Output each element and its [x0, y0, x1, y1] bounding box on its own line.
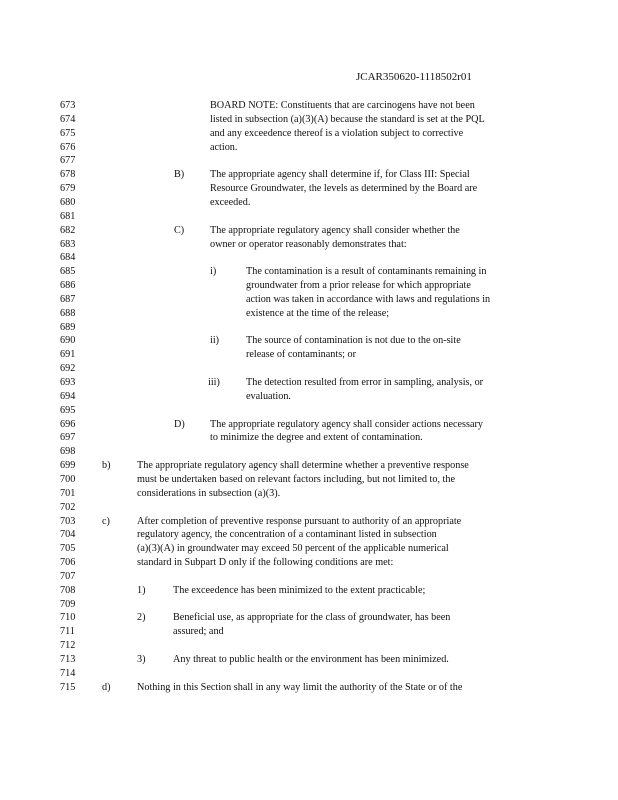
line-number: 684 [60, 252, 76, 264]
line-number: 706 [60, 557, 76, 569]
line-number: 705 [60, 543, 76, 555]
paragraph-line: groundwater from a prior release for which appropriate [246, 280, 471, 292]
subsection-label: C) [174, 224, 185, 236]
paragraph-line: and any exceedence thereof is a violation subject to corrective [210, 127, 464, 139]
subsection-label: ii) [210, 335, 220, 347]
paragraph-line: owner or operator reasonably demonstrates that: [210, 238, 407, 250]
line-number: 692 [60, 363, 76, 375]
line-number: 677 [60, 155, 76, 167]
line-number: 693 [60, 377, 76, 388]
subsection-label: 1) [137, 584, 146, 596]
paragraph-line: (a)(3)(A) in groundwater may exceed 50 percent of the applicable numerical [137, 543, 449, 555]
subsection-label: b) [102, 460, 111, 472]
line-number: 697 [60, 432, 76, 444]
line-number: 704 [60, 529, 76, 541]
paragraph-line: After completion of preventive response pursuant to authority of an appropriate [137, 515, 462, 527]
paragraph-line: action was taken in accordance with laws and regulations in [246, 293, 491, 305]
line-number: 680 [60, 196, 76, 208]
paragraph-line: standard in Subpart D only if the following conditions are met: [137, 557, 394, 569]
subsection-label: D) [174, 418, 185, 430]
line-number: 676 [60, 141, 76, 153]
paragraph-line: evaluation. [246, 390, 291, 402]
paragraph-line: Resource Groundwater, the levels as determined by the Board are [210, 183, 478, 195]
line-number: 709 [60, 598, 76, 610]
line-number: 708 [60, 584, 76, 596]
paragraph-line: The appropriate agency shall determine if, for Class III: Special [210, 169, 470, 181]
paragraph-line: The appropriate regulatory agency shall consider actions necessary [210, 418, 483, 430]
subsection-label: d) [102, 681, 111, 693]
paragraph-line: listed in subsection (a)(3)(A) because the standard is set at the PQL [210, 113, 485, 125]
paragraph-line: release of contaminants; or [246, 349, 357, 361]
line-number: 688 [60, 307, 76, 319]
paragraph-line: The contamination is a result of contaminants remaining in [246, 266, 487, 278]
paragraph-line: regulatory agency, the concentration of a contaminant listed in subsection [137, 529, 437, 541]
paragraph-line: The appropriate regulatory agency shall consider whether the [210, 224, 460, 236]
line-number: 678 [60, 169, 76, 181]
line-number: 679 [60, 183, 76, 195]
line-number: 682 [60, 224, 76, 236]
line-number: 690 [60, 335, 76, 347]
subsection-label: 3) [137, 654, 146, 665]
paragraph-line: The exceedence has been minimized to the extent practicable; [173, 584, 426, 596]
paragraph-line: Nothing in this Section shall in any way limit the authority of the State or of the [137, 681, 463, 693]
subsection-label: c) [102, 515, 110, 527]
paragraph-line: The source of contamination is not due to the on-site [246, 335, 461, 347]
subsection-label: i) [210, 266, 217, 278]
line-number: 700 [60, 473, 76, 485]
line-number: 694 [60, 390, 76, 402]
line-number: 673 [60, 100, 76, 111]
line-number: 711 [60, 626, 75, 638]
paragraph-line: considerations in subsection (a)(3). [137, 487, 281, 499]
line-number: 687 [60, 293, 76, 305]
paragraph-line: assured; and [173, 626, 224, 638]
line-number: 695 [60, 404, 76, 416]
line-number: 686 [60, 280, 76, 292]
paragraph-line: Any threat to public health or the environment has been minimized. [173, 654, 449, 665]
line-number: 707 [60, 570, 76, 582]
line-number: 698 [60, 446, 76, 458]
paragraph-line: existence at the time of the release; [246, 307, 390, 319]
paragraph-line: to minimize the degree and extent of contamination. [210, 432, 423, 444]
line-number: 713 [60, 654, 76, 665]
line-number: 691 [60, 349, 76, 361]
line-number: 696 [60, 418, 76, 430]
subsection-label: 2) [137, 612, 146, 624]
line-number: 675 [60, 127, 76, 139]
line-number: 681 [60, 210, 76, 222]
line-number: 715 [60, 681, 76, 693]
line-number: 685 [60, 266, 76, 278]
line-number: 703 [60, 515, 76, 527]
line-number: 699 [60, 460, 76, 472]
subsection-label: iii) [208, 377, 220, 388]
line-number: 689 [60, 321, 76, 333]
paragraph-line: The detection resulted from error in sampling, analysis, or [246, 377, 484, 388]
line-number: 683 [60, 238, 76, 250]
line-number: 712 [60, 640, 76, 652]
paragraph-line: action. [210, 141, 238, 153]
paragraph-line: must be undertaken based on relevant factors including, but not limited to, the [137, 473, 455, 485]
line-number: 702 [60, 501, 76, 513]
document-id-header: JCAR350620-1118502r01 [356, 71, 472, 83]
paragraph-line: The appropriate regulatory agency shall determine whether a preventive response [137, 460, 469, 472]
line-number: 714 [60, 667, 76, 679]
subsection-label: B) [174, 169, 185, 181]
paragraph-line: BOARD NOTE: Constituents that are carcinogens have not been [210, 100, 475, 111]
line-number: 674 [60, 113, 76, 125]
line-number: 701 [60, 487, 76, 499]
paragraph-line: Beneficial use, as appropriate for the class of groundwater, has been [173, 612, 451, 624]
line-number: 710 [60, 612, 76, 624]
paragraph-line: exceeded. [210, 196, 251, 208]
